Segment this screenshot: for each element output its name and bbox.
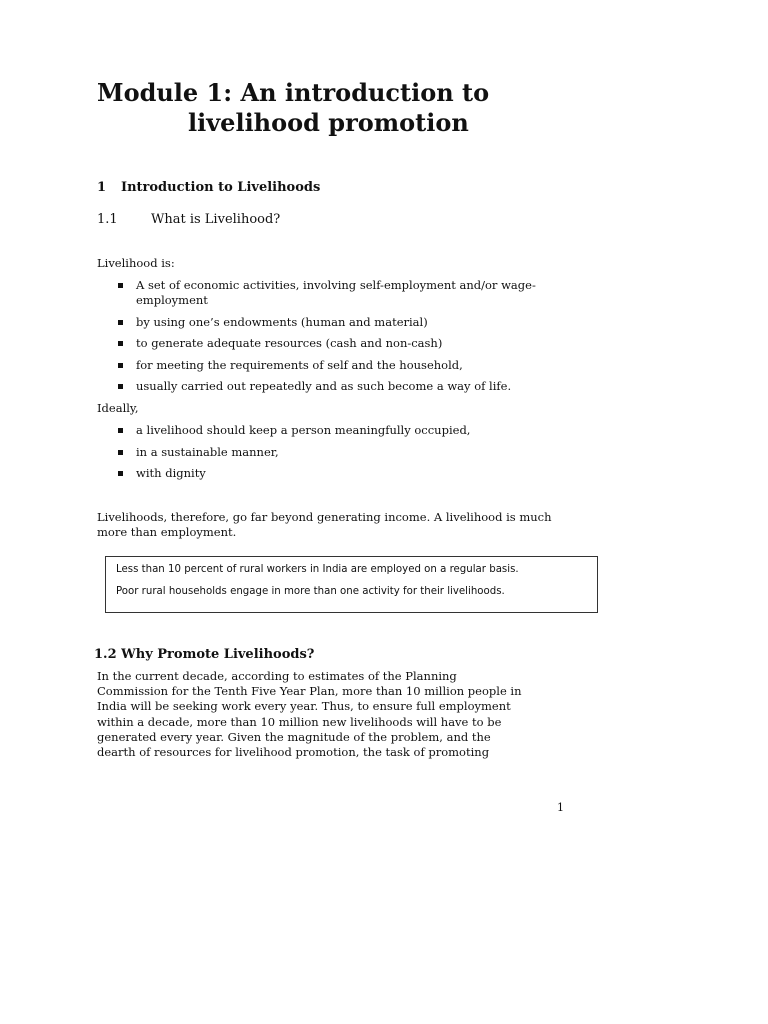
bullet-square-icon: [118, 363, 123, 368]
fact-note-line-1: Less than 10 percent of rural workers in India are employed on a regular basis.: [116, 564, 519, 575]
bullet-square-icon: [118, 471, 123, 476]
list-item: with dignity: [97, 466, 557, 481]
ideally-intro: Ideally,: [97, 401, 139, 415]
section-1-title: Introduction to Livelihoods: [121, 180, 321, 195]
page-number: 1: [557, 801, 564, 814]
bullet-square-icon: [118, 341, 123, 346]
list-item: to generate adequate resources (cash and non-cash): [97, 336, 557, 351]
bullet-square-icon: [118, 450, 123, 455]
list-item: by using one’s endowments (human and material): [97, 315, 557, 330]
why-promote-body: [97, 669, 567, 760]
section-1-heading: [97, 179, 320, 197]
section-1-1-title: What is Livelihood?: [151, 212, 281, 227]
livelihood-summary: Livelihoods, therefore, go far beyond generating income. A livelihood is much more than employment.: [97, 510, 552, 539]
bullet-square-icon: [118, 428, 123, 433]
livelihood-is-intro: Livelihood is:: [97, 256, 175, 270]
ideally-list: [97, 423, 557, 488]
fact-note-box: [105, 556, 598, 613]
body-line: India will be seeking work every year. Thus, to ensure full employment: [97, 699, 511, 714]
list-item: usually carried out repeatedly and as such become a way of life.: [97, 379, 557, 394]
body-line: dearth of resources for livelihood promotion, the task of promoting: [97, 745, 490, 760]
list-item: A set of economic activities, involving self-employment and/or wage-employment: [97, 278, 557, 308]
fact-note-line-2: Poor rural households engage in more than one activity for their livelihoods.: [116, 586, 505, 597]
livelihood-definition-list: [97, 278, 557, 401]
bullet-square-icon: [118, 283, 123, 288]
body-line: within a decade, more than 10 million new livelihoods will have to be: [97, 714, 502, 729]
body-line: Commission for the Tenth Five Year Plan, more than 10 million people in: [97, 684, 522, 699]
list-item: in a sustainable manner,: [97, 445, 557, 460]
body-line: In the current decade, according to estimates of the Planning: [97, 669, 457, 683]
section-1-number: 1: [97, 180, 107, 195]
section-1-1-heading: [97, 211, 280, 229]
body-line: generated every year. Given the magnitude of the problem, and the: [97, 729, 491, 744]
module-title-line-2: livelihood promotion: [188, 108, 469, 137]
bullet-square-icon: [118, 320, 123, 325]
section-1-2-heading: 1.2 Why Promote Livelihoods?: [94, 647, 315, 662]
list-item: for meeting the requirements of self and the household,: [97, 358, 557, 373]
bullet-square-icon: [118, 384, 123, 389]
list-item: a livelihood should keep a person meaningfully occupied,: [97, 423, 557, 438]
section-1-1-number: 1.1: [97, 212, 118, 227]
module-title-line-1: Module 1: An introduction to: [97, 78, 490, 107]
